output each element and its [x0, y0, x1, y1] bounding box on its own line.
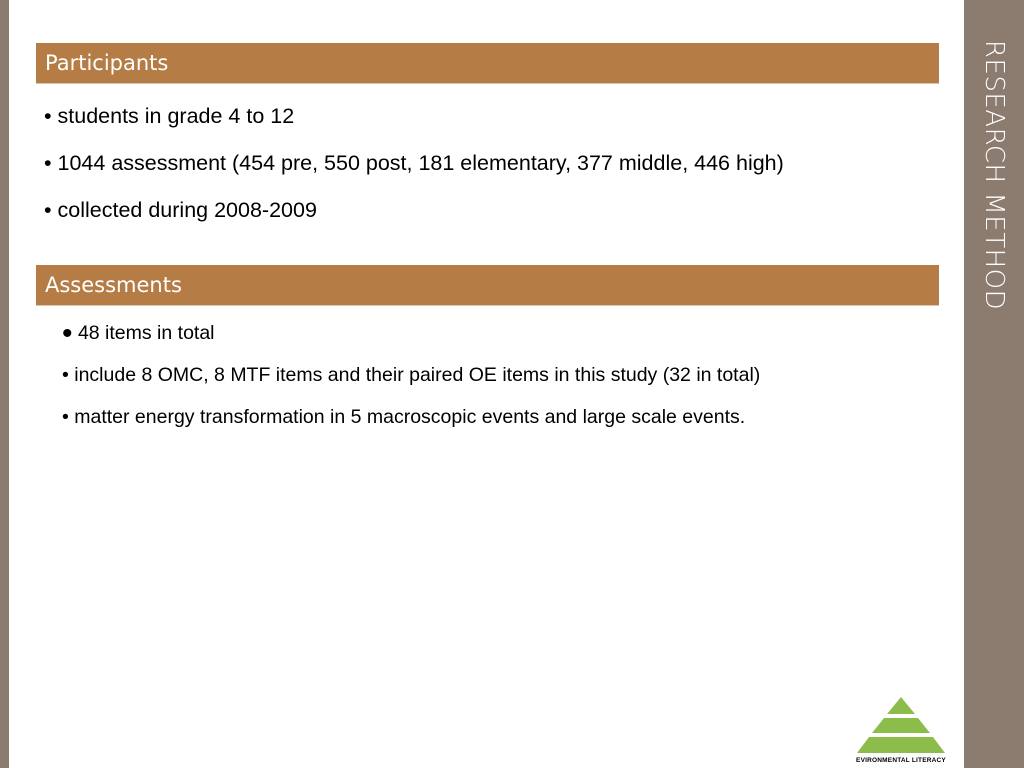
list-item-text: 48 items in total: [77, 322, 215, 344]
logo-pyramid-tier-3: [857, 737, 945, 753]
bullet-dot: •: [62, 406, 69, 428]
bullet-dot: •: [62, 364, 69, 386]
list-item-text: matter energy transformation in 5 macroscopic events and large scale events.: [74, 406, 746, 428]
bullet-dot: •: [62, 317, 73, 350]
list-item: [44, 195, 904, 225]
bullet-dot: •: [44, 151, 52, 175]
logo-label: EVIRONMENTAL LITERACY: [856, 757, 946, 764]
slide-side-title: RESEARCH METHOD: [979, 39, 1009, 311]
list-item: [62, 404, 922, 430]
list-item: [62, 362, 922, 388]
list-item: [44, 148, 904, 178]
list-item: [44, 101, 904, 131]
assessments-header: Assessments: [36, 265, 939, 306]
list-item-text: include 8 OMC, 8 MTF items and their paired OE items in this study (32 in total): [74, 364, 761, 386]
assessments-list: [62, 317, 922, 446]
list-item: [62, 317, 922, 350]
logo-pyramid-tier-2: [872, 718, 930, 733]
bullet-dot: •: [44, 104, 52, 128]
logo-pyramid-tier-1: [887, 697, 915, 714]
list-item-text: students in grade 4 to 12: [57, 104, 295, 128]
left-border-bar: [0, 0, 9, 768]
list-item-text: 1044 assessment (454 pre, 550 post, 181 elementary, 377 middle, 446 high): [57, 151, 784, 175]
participants-header: Participants: [36, 43, 939, 84]
list-item-text: collected during 2008-2009: [57, 198, 317, 222]
bullet-dot: •: [44, 198, 52, 222]
participants-list: [44, 101, 904, 242]
